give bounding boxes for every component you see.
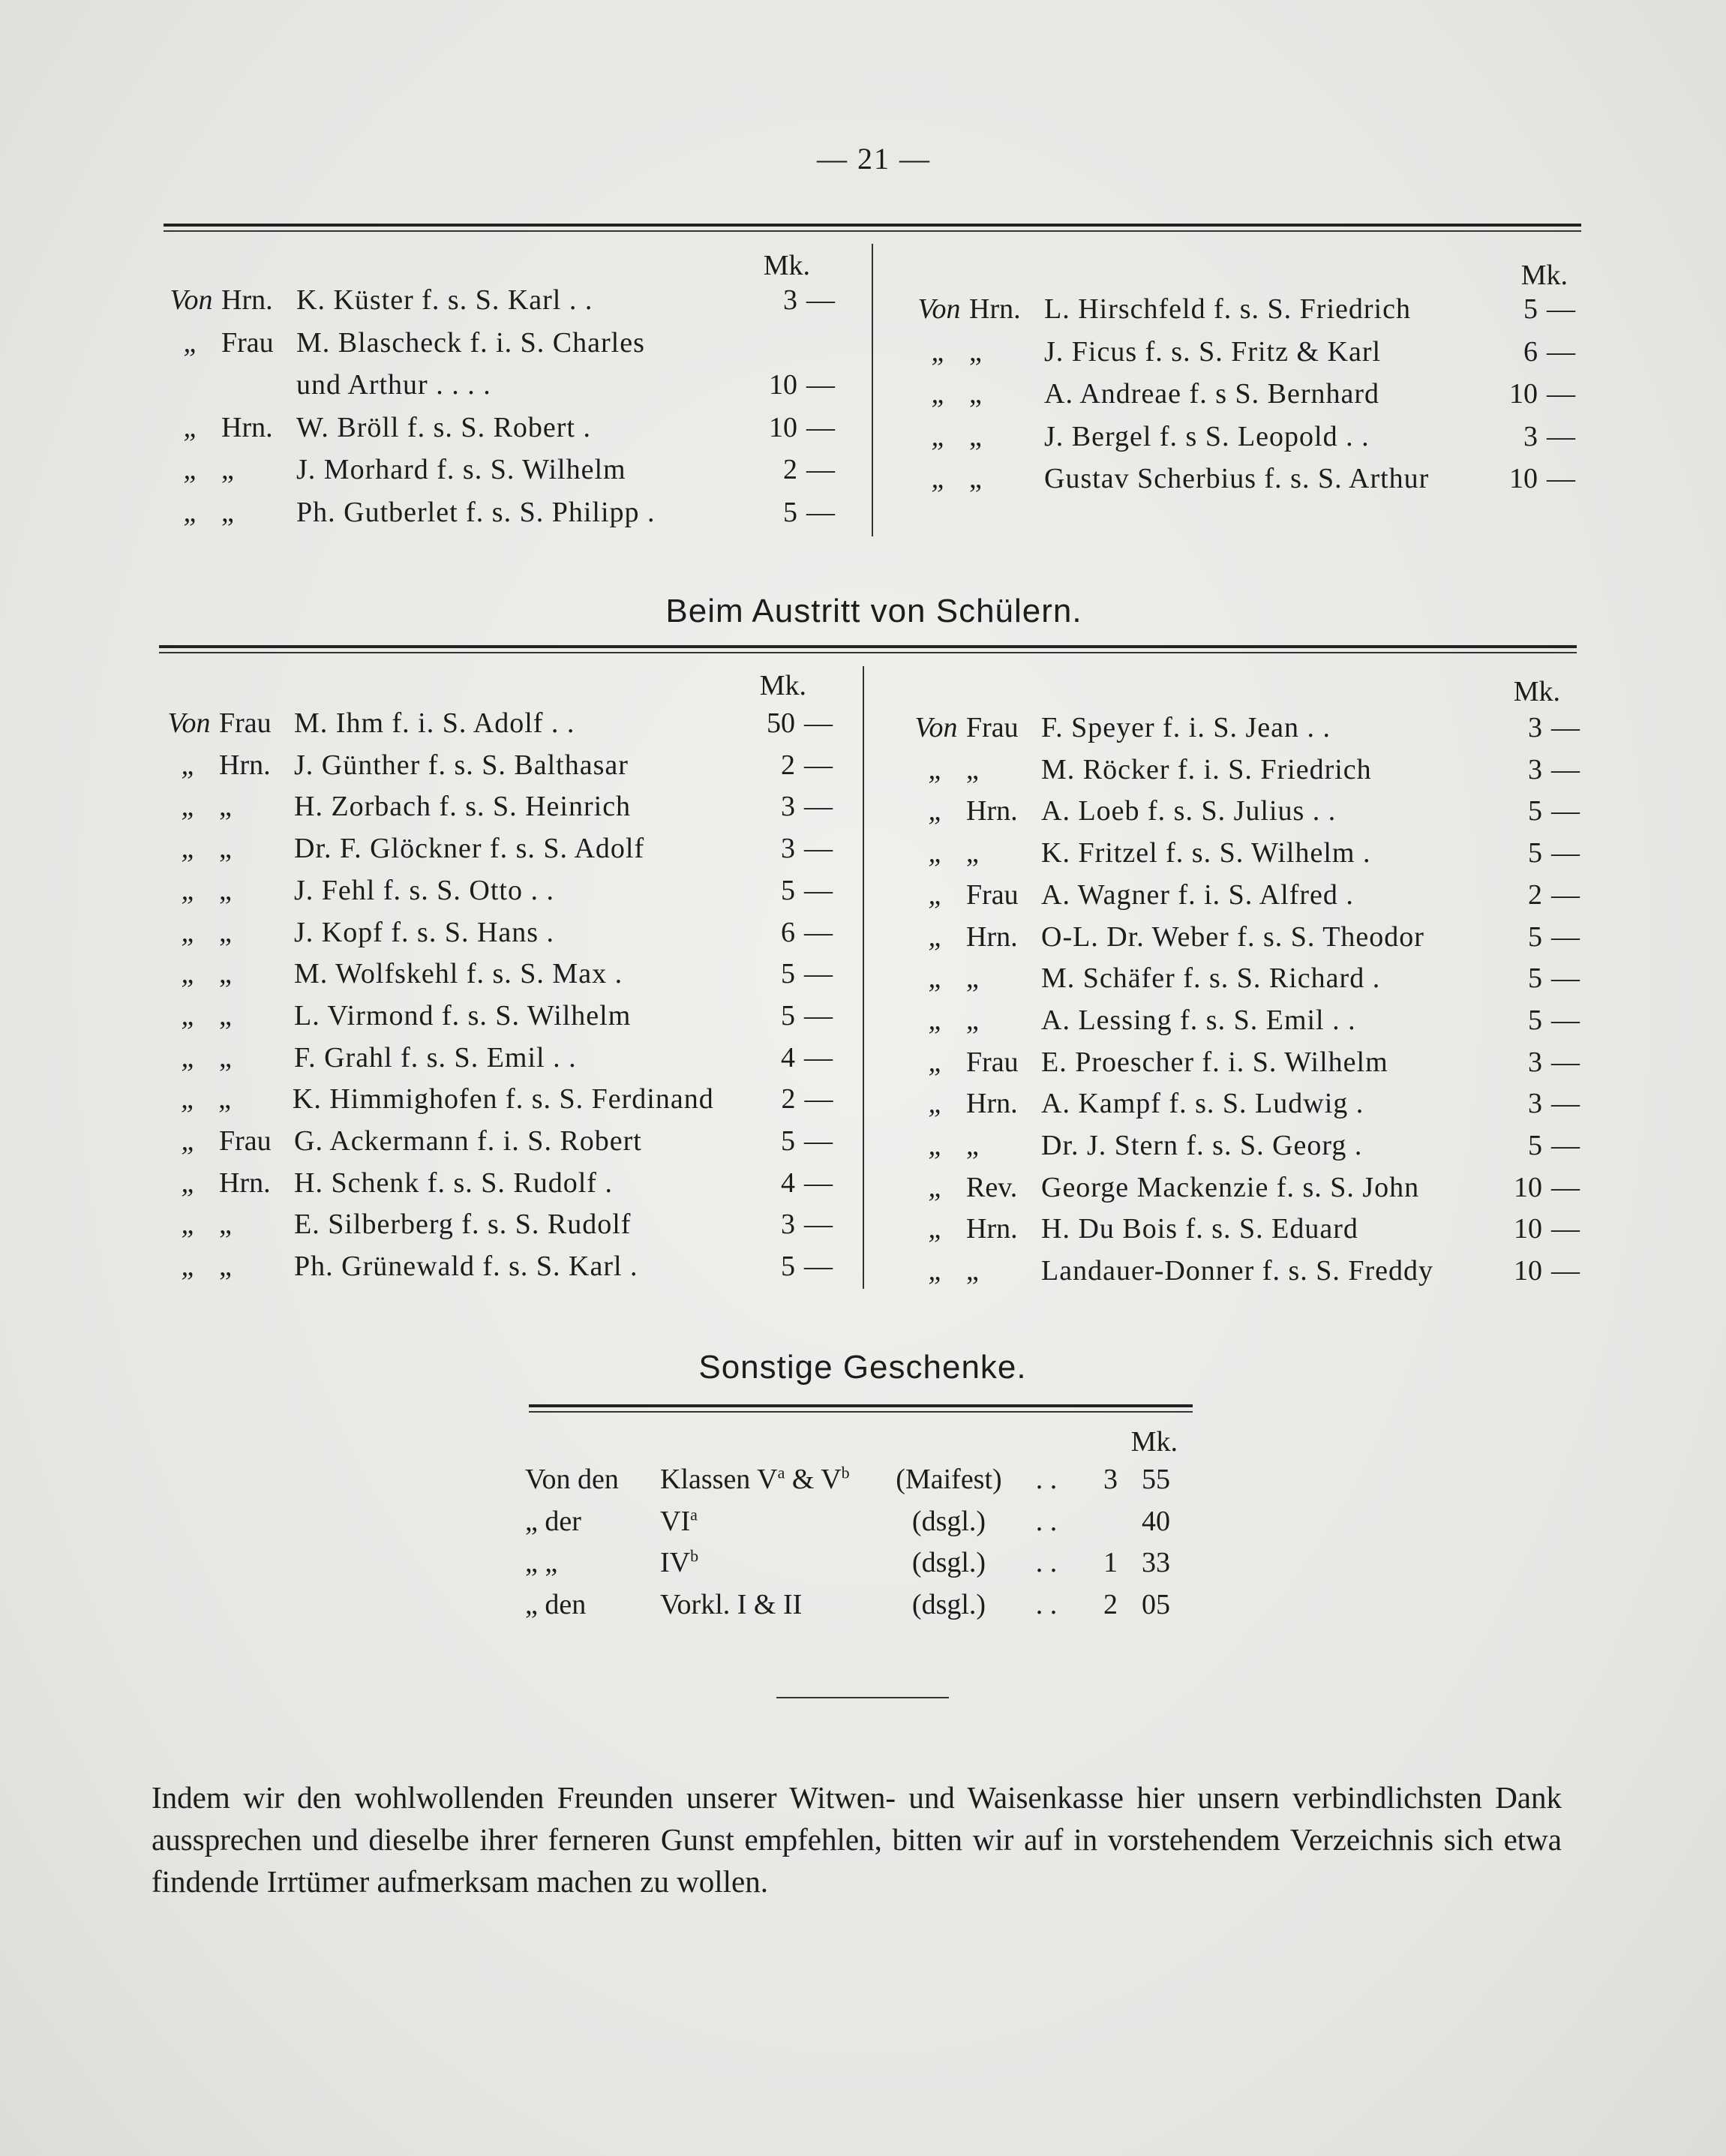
amount-pfennig: — [1551, 878, 1580, 911]
donation-row [909, 293, 1577, 330]
amount-pfennig: — [1551, 920, 1580, 953]
gift-prefix: Von den [525, 1464, 619, 1495]
page-number: — 21 — [817, 142, 931, 176]
amount-marks: 3 [781, 791, 795, 823]
row-title: Frau [219, 707, 272, 739]
row-prefix: „ [183, 496, 200, 528]
row-title: „ [969, 463, 982, 494]
amount-marks: 10 [1514, 1255, 1542, 1287]
gift-pfennig: 40 [1142, 1505, 1170, 1537]
donation-row [906, 920, 1581, 958]
amount-marks: 10 [769, 411, 797, 443]
donation-row [159, 1250, 834, 1287]
donor-name: J. Bergel f. s S. Leopold . . [1044, 420, 1370, 452]
donation-row [909, 377, 1577, 415]
donation-row [159, 790, 834, 827]
donor-name: J. Kopf f. s. S. Hans . [294, 916, 555, 948]
donation-row [906, 794, 1581, 832]
row-title: Hrn. [219, 749, 271, 781]
donor-name: A. Lessing f. s. S. Emil . . [1041, 1004, 1356, 1036]
amount-pfennig: — [804, 1041, 833, 1073]
donation-row [159, 1167, 834, 1204]
donor-name: M. Röcker f. i. S. Friedrich [1041, 753, 1372, 785]
amount-marks: 5 [1528, 795, 1542, 827]
row-title: Hrn. [966, 795, 1018, 827]
donor-name: W. Bröll f. s. S. Robert . [296, 411, 591, 443]
donor-name: L. Hirschfeld f. s. S. Friedrich [1044, 293, 1411, 325]
gift-marks: 2 [1103, 1588, 1118, 1620]
row-title: „ [221, 454, 234, 485]
row-prefix: „ [181, 833, 197, 865]
donor-name: E. Proescher f. i. S. Wilhelm [1041, 1046, 1388, 1078]
amount-marks: 5 [781, 1251, 795, 1283]
donor-name: A. Wagner f. i. S. Alfred . [1041, 878, 1354, 911]
gift-class-sup: a [777, 1463, 785, 1482]
row-title: „ [966, 837, 979, 869]
row-prefix: „ [181, 874, 197, 906]
section2-column-divider [863, 666, 864, 1289]
amount-pfennig: — [1547, 420, 1575, 452]
amount-pfennig: — [804, 791, 833, 823]
row-title: „ [969, 335, 982, 368]
amount-marks: 5 [781, 958, 795, 990]
donation-row [161, 411, 836, 449]
row-prefix: Von [914, 712, 958, 743]
row-prefix: „ [181, 958, 197, 990]
amount-marks: 5 [781, 874, 795, 906]
row-prefix: „ [181, 1125, 197, 1157]
donor-name: Dr. F. Glöckner f. s. S. Adolf [294, 833, 645, 865]
row-title: Hrn. [966, 1213, 1018, 1245]
row-title: „ [219, 833, 232, 865]
row-title: „ [219, 874, 232, 906]
row-prefix: „ [180, 1083, 197, 1116]
amount-marks: 3 [1528, 1046, 1542, 1078]
row-title: Hrn. [966, 920, 1018, 953]
section1-rule [164, 224, 1581, 232]
row-prefix: „ [928, 1130, 944, 1161]
amount-marks: 4 [781, 1041, 795, 1073]
amount-marks: 3 [781, 833, 795, 865]
donation-row [161, 284, 836, 321]
gift-marks: 1 [1103, 1547, 1118, 1578]
row-title: Hrn. [969, 293, 1021, 325]
donation-row [159, 1083, 834, 1120]
donation-row [906, 1046, 1581, 1083]
donation-row [909, 335, 1577, 373]
amount-marks: 5 [1523, 293, 1538, 325]
currency-header-right-2: Mk. [1513, 676, 1560, 707]
amount-marks: 6 [781, 916, 795, 948]
row-prefix: „ [181, 999, 197, 1031]
gift-prefix: „ den [525, 1588, 587, 1620]
amount-pfennig: — [804, 1167, 833, 1199]
separator-line [776, 1697, 949, 1698]
donor-name: A. Kampf f. s. S. Ludwig . [1041, 1088, 1364, 1120]
gift-class-main: Vorkl. I & II [660, 1588, 803, 1620]
amount-pfennig: — [804, 1251, 833, 1283]
row-prefix: „ [183, 326, 200, 359]
row-prefix: „ [183, 411, 200, 443]
row-title: Hrn. [221, 411, 273, 443]
amount-marks: 5 [1528, 920, 1542, 953]
donation-row [159, 1208, 834, 1245]
row-title: Frau [219, 1125, 272, 1157]
gift-class-main: VI [660, 1505, 691, 1537]
donation-row [159, 957, 834, 995]
amount-pfennig: — [1551, 1130, 1580, 1161]
donation-row [909, 420, 1577, 458]
row-prefix: „ [931, 378, 947, 410]
row-title: „ [966, 1255, 979, 1287]
amount-marks: 3 [783, 284, 797, 316]
row-title: Rev. [966, 1171, 1018, 1203]
currency-header-left: Mk. [763, 250, 810, 281]
donation-row [161, 496, 836, 533]
donor-name: O-L. Dr. Weber f. s. S. Theodor [1041, 920, 1424, 953]
gift-pfennig: 05 [1142, 1588, 1170, 1620]
row-title: „ [221, 496, 234, 528]
amount-marks: 10 [1514, 1213, 1542, 1245]
donation-row [159, 916, 834, 953]
section1-column-divider [872, 244, 873, 536]
donation-row [906, 962, 1581, 999]
amount-pfennig: — [1551, 795, 1580, 827]
donor-name: M. Wolfskehl f. s. S. Max . [294, 958, 623, 990]
amount-pfennig: — [804, 1209, 833, 1241]
gift-prefix: „ „ [525, 1547, 558, 1578]
amount-pfennig: — [804, 999, 833, 1031]
gift-row [525, 1505, 1193, 1546]
donor-name: A. Andreae f. s S. Bernhard [1044, 378, 1380, 410]
donation-row [159, 1125, 834, 1162]
amount-pfennig: — [1551, 1046, 1580, 1078]
amount-pfennig: — [804, 1125, 833, 1157]
row-title: „ [219, 791, 232, 823]
amount-marks: 10 [769, 369, 797, 401]
donation-row [159, 832, 834, 869]
section3-rule [529, 1404, 1193, 1413]
donation-row [906, 1004, 1581, 1041]
gift-dots: . . [1035, 1588, 1058, 1620]
currency-header-right: Mk. [1520, 260, 1568, 291]
gift-occasion: (dsgl.) [911, 1505, 986, 1537]
amount-pfennig: — [1547, 378, 1575, 410]
amount-pfennig: — [804, 1083, 833, 1116]
donor-name: H. Du Bois f. s. S. Eduard [1041, 1213, 1358, 1245]
donation-row [161, 453, 836, 491]
row-prefix: Von [917, 293, 961, 325]
row-title: Frau [966, 878, 1019, 911]
row-prefix: „ [931, 420, 947, 452]
amount-marks: 5 [1528, 1004, 1542, 1036]
amount-pfennig: — [806, 496, 835, 528]
donation-row [159, 874, 834, 911]
amount-pfennig: — [804, 958, 833, 990]
donation-row [906, 1254, 1581, 1292]
gift-class [660, 1463, 885, 1496]
gift-class-sup: b [690, 1546, 699, 1566]
gift-occasion: (dsgl.) [911, 1547, 986, 1578]
row-title: Frau [966, 712, 1019, 743]
gift-class-sup2: b [841, 1463, 850, 1482]
gift-pfennig: 55 [1142, 1464, 1170, 1495]
row-prefix: „ [928, 837, 944, 869]
amount-pfennig: — [1547, 463, 1575, 494]
donation-row [906, 1087, 1581, 1125]
amount-pfennig: — [806, 411, 835, 443]
row-title: „ [966, 753, 979, 785]
row-title: „ [966, 1004, 979, 1036]
gift-class [660, 1505, 885, 1538]
donor-name: Ph. Grünewald f. s. S. Karl . [294, 1251, 638, 1283]
amount-pfennig: — [1551, 837, 1580, 869]
gift-row [525, 1546, 1193, 1587]
row-title: Hrn. [966, 1088, 1018, 1120]
row-title: Hrn. [221, 284, 273, 316]
row-prefix: „ [928, 1088, 944, 1120]
donor-name: H. Zorbach f. s. S. Heinrich [294, 791, 632, 823]
row-prefix: „ [928, 920, 944, 953]
donation-row [906, 878, 1581, 916]
row-prefix: „ [928, 878, 944, 911]
row-title: „ [969, 378, 982, 410]
donor-name: H. Schenk f. s. S. Rudolf . [294, 1167, 613, 1199]
amount-pfennig: — [804, 707, 833, 739]
donation-row [161, 368, 836, 406]
row-prefix: Von [167, 707, 211, 739]
donor-name: J. Ficus f. s. S. Fritz & Karl [1044, 335, 1382, 368]
amount-pfennig: — [804, 874, 833, 906]
row-title: „ [219, 999, 232, 1031]
gift-row [525, 1463, 1193, 1504]
gift-dots: . . [1035, 1505, 1058, 1537]
row-prefix: „ [928, 962, 944, 995]
row-title: „ [219, 1251, 232, 1283]
row-prefix: „ [931, 463, 947, 494]
donation-row [906, 836, 1581, 874]
gift-class [660, 1546, 885, 1579]
row-prefix: „ [181, 916, 197, 948]
row-prefix: „ [181, 1167, 197, 1199]
donor-name: K. Fritzel f. s. S. Wilhelm . [1041, 837, 1371, 869]
donor-name: Dr. J. Stern f. s. S. Georg . [1041, 1130, 1363, 1161]
donor-name: M. Schäfer f. s. S. Richard . [1041, 962, 1381, 995]
section2-rule [159, 645, 1577, 653]
amount-pfennig: — [1547, 293, 1575, 325]
amount-marks: 2 [783, 454, 797, 485]
amount-marks: 3 [1528, 1088, 1542, 1120]
donor-name: Ph. Gutberlet f. s. S. Philipp . [296, 496, 656, 528]
amount-marks: 2 [781, 749, 795, 781]
currency-header-section3: Mk. [1130, 1426, 1178, 1458]
row-prefix: „ [928, 1213, 944, 1245]
donor-name: M. Ihm f. i. S. Adolf . . [294, 707, 575, 739]
row-prefix: „ [181, 1209, 197, 1241]
donor-name: Gustav Scherbius f. s. S. Arthur [1044, 463, 1430, 494]
gift-class-main: Klassen V [660, 1464, 778, 1495]
amount-pfennig: — [1547, 335, 1575, 368]
donor-name: F. Speyer f. i. S. Jean . . [1041, 712, 1331, 743]
row-title: Hrn. [219, 1167, 271, 1199]
section3-heading: Sonstige Geschenke. [698, 1349, 1027, 1386]
amount-marks: 3 [1523, 420, 1538, 452]
amount-pfennig: — [806, 454, 835, 485]
amount-pfennig: — [1551, 1088, 1580, 1120]
donor-name: G. Ackermann f. i. S. Robert [294, 1125, 642, 1157]
amount-marks: 5 [781, 1125, 795, 1157]
amount-pfennig: — [1551, 712, 1580, 743]
currency-header-left-2: Mk. [759, 670, 806, 701]
row-prefix: „ [928, 1004, 944, 1036]
row-prefix: „ [181, 1041, 197, 1073]
amount-marks: 10 [1509, 463, 1538, 494]
gift-dots: . . [1035, 1464, 1058, 1495]
row-prefix: „ [183, 454, 200, 485]
amount-pfennig: — [1551, 1004, 1580, 1036]
row-prefix: „ [928, 1255, 944, 1287]
gift-class [660, 1588, 885, 1621]
donor-name: L. Virmond f. s. S. Wilhelm [294, 999, 632, 1031]
donor-name: J. Günther f. s. S. Balthasar [294, 749, 629, 781]
row-title: „ [219, 1041, 232, 1073]
donor-name: E. Silberberg f. s. S. Rudolf [294, 1209, 632, 1241]
amount-pfennig: — [804, 916, 833, 948]
amount-marks: 5 [1528, 837, 1542, 869]
row-prefix: „ [928, 1171, 944, 1203]
donation-row [159, 1041, 834, 1079]
donation-row [909, 462, 1577, 500]
amount-pfennig: — [804, 749, 833, 781]
amount-marks: 10 [1509, 378, 1538, 410]
gift-occasion: (dsgl.) [911, 1588, 986, 1620]
donation-row [906, 1129, 1581, 1167]
gift-class-main: IV [660, 1547, 691, 1578]
amount-marks: 5 [1528, 1130, 1542, 1161]
row-prefix: „ [928, 1046, 944, 1078]
donor-name: J. Fehl f. s. S. Otto . . [294, 874, 554, 906]
row-prefix: „ [181, 791, 197, 823]
amount-pfennig: — [1551, 1171, 1580, 1203]
amount-pfennig: — [1551, 1255, 1580, 1287]
donor-name: M. Blascheck f. i. S. Charles [296, 326, 645, 359]
amount-marks: 5 [783, 496, 797, 528]
donor-name: Landauer-Donner f. s. S. Freddy [1041, 1255, 1434, 1287]
amount-pfennig: — [1551, 753, 1580, 785]
amount-pfennig: — [1551, 962, 1580, 995]
row-prefix: „ [181, 749, 197, 781]
row-title: „ [219, 916, 232, 948]
amount-marks: 5 [1528, 962, 1542, 995]
amount-pfennig: — [804, 833, 833, 865]
donation-row [159, 707, 834, 744]
row-title: „ [218, 1083, 231, 1116]
row-prefix: „ [931, 335, 947, 368]
donor-name: George Mackenzie f. s. S. John [1041, 1171, 1420, 1203]
gift-dots: . . [1035, 1547, 1058, 1578]
amount-marks: 6 [1523, 335, 1538, 368]
donor-name: A. Loeb f. s. S. Julius . . [1041, 795, 1337, 827]
amount-marks: 3 [1528, 712, 1542, 743]
row-title: „ [219, 1209, 232, 1241]
amount-marks: 4 [781, 1167, 795, 1199]
gift-prefix: „ der [525, 1505, 581, 1537]
row-title: „ [966, 962, 979, 995]
gift-pfennig: 33 [1142, 1547, 1170, 1578]
donation-row [159, 999, 834, 1037]
closing-paragraph: Indem wir den wohlwollenden Freunden unserer Witwen- und Waisenkasse hier unsern verbindlichsten Dank aussprechen und dieselbe ihrer ferneren Gunst empfehlen, bitten wir auf in vorstehendem Verzeichnis sich etwa findende Irrtümer aufmerksam machen zu wollen. [152, 1780, 1562, 1899]
donation-row [906, 753, 1581, 791]
donor-name: und Arthur . . . . [296, 369, 491, 401]
section2-heading: Beim Austritt von Schülern. [665, 593, 1082, 629]
row-prefix: „ [181, 1251, 197, 1283]
row-title: Frau [966, 1046, 1019, 1078]
row-title: „ [966, 1130, 979, 1161]
donation-row [159, 749, 834, 786]
gift-marks: 3 [1103, 1464, 1118, 1495]
gift-occasion: (Maifest) [896, 1464, 1002, 1495]
amount-marks: 3 [781, 1209, 795, 1241]
amount-pfennig: — [806, 284, 835, 316]
donor-name: J. Morhard f. s. S. Wilhelm [296, 454, 626, 485]
amount-marks: 5 [781, 999, 795, 1031]
donor-name: K. Himmighofen f. s. S. Ferdinand [292, 1083, 714, 1116]
row-prefix: „ [928, 795, 944, 827]
amount-pfennig: — [806, 369, 835, 401]
donor-name: K. Küster f. s. S. Karl . . [296, 284, 593, 316]
donation-row [906, 711, 1581, 749]
row-title: Frau [221, 326, 274, 359]
gift-row [525, 1588, 1193, 1629]
row-title: „ [969, 420, 982, 452]
amount-marks: 2 [781, 1083, 796, 1116]
donor-name: F. Grahl f. s. S. Emil . . [294, 1041, 577, 1073]
row-title: „ [219, 958, 232, 990]
amount-marks: 2 [1528, 878, 1542, 911]
donation-row [161, 326, 836, 364]
donation-row [906, 1212, 1581, 1250]
donation-row [906, 1171, 1581, 1209]
row-prefix: Von [170, 284, 213, 316]
gift-class-sup: a [690, 1504, 698, 1524]
amount-marks: 10 [1514, 1171, 1542, 1203]
gift-class-mid: & V [785, 1464, 842, 1495]
amount-pfennig: — [1551, 1213, 1580, 1245]
amount-marks: 3 [1528, 753, 1542, 785]
amount-marks: 50 [767, 707, 795, 739]
row-prefix: „ [928, 753, 944, 785]
